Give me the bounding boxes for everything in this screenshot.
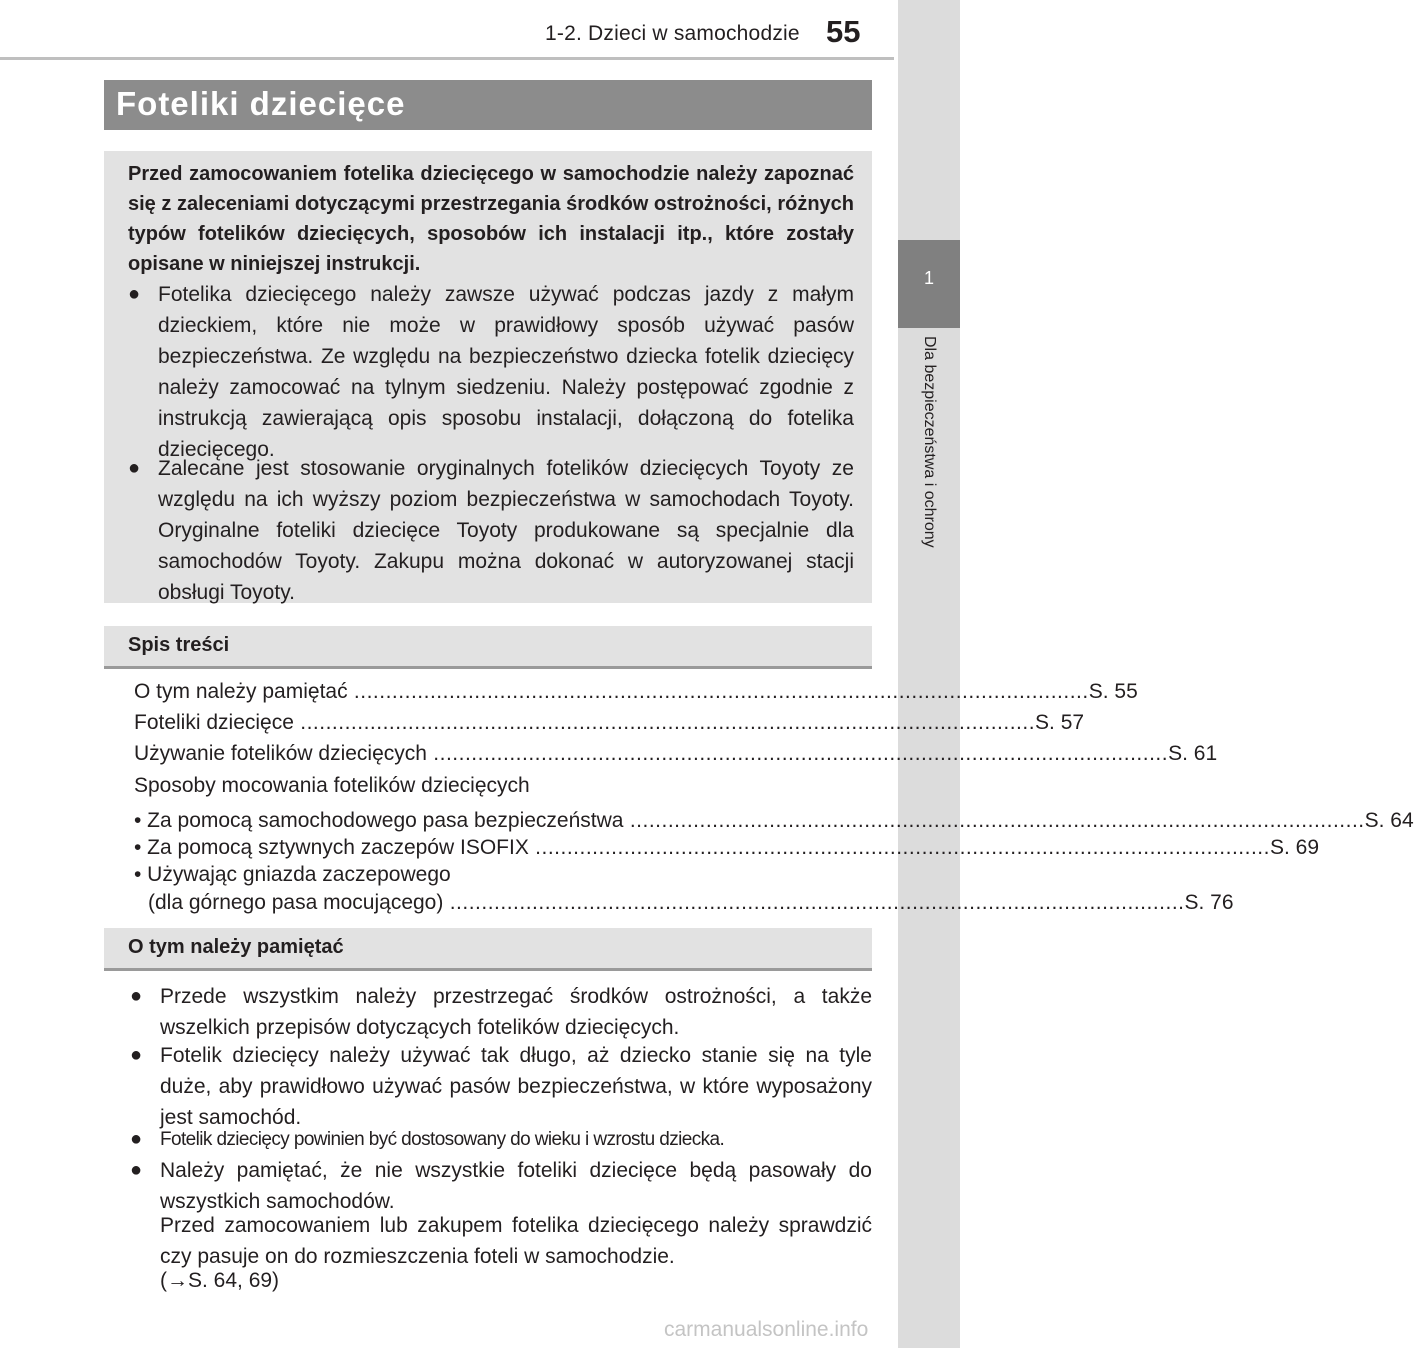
bullet-text: Należy pamiętać, że nie wszystkie foteliki dziecięce będą pasowały do wszystkich samochodów. xyxy=(160,1159,872,1213)
remember-heading: O tym należy pamiętać xyxy=(128,936,344,958)
bullet-icon: ● xyxy=(128,457,141,479)
bullet-text: Fotelik dziecięcy powinien być dostosowany do wieku i wzrostu dziecka. xyxy=(160,1129,725,1150)
toc-group-heading: • Używając gniazda zaczepowego xyxy=(134,863,451,886)
bullet-text: Zalecane jest stosowanie oryginalnych fotelików dziecięcych Toyoty ze względu na ich wyższy poziom bezpieczeństwa w samochodach Toyoty. Oryginalne foteliki dziecięce Toyoty produkowane są specjalnie dla samochodów Toyoty. Zakupu można dokonać w autoryzowanej stacji obsługi Toyoty. xyxy=(158,457,854,604)
chapter-sidebar xyxy=(898,0,960,1348)
toc-entry[interactable] xyxy=(134,739,1218,769)
bullet-icon: ● xyxy=(128,283,141,305)
toc-entry[interactable] xyxy=(134,677,1138,707)
toc-heading: Spis treści xyxy=(128,634,230,656)
page-reference[interactable] xyxy=(160,1265,279,1296)
toc-leader: .................................................................................................................... xyxy=(426,742,1169,765)
watermark: carmanualsonline.info xyxy=(664,1318,869,1341)
toc-entry-text: (dla górnego pasa mocującego) xyxy=(148,891,444,914)
intro-lead: Przed zamocowaniem fotelika dziecięcego w samochodzie należy zapoznać się z zaleceniami dotyczącymi przestrzegania środków ostrożności, różnych typów fotelików dziecięcych, sposobów ich instalacji itp., które zostały opisane w niniejszej instrukcji. xyxy=(128,163,854,275)
section-title-bar xyxy=(104,80,872,130)
chapter-number: 1 xyxy=(923,268,934,288)
toc-entry-text: O tym należy pamiętać xyxy=(134,680,348,703)
bullet-icon: ● xyxy=(130,1159,143,1181)
toc-leader: .................................................................................................................... xyxy=(623,809,1365,832)
bullet-text: Fotelika dziecięcego należy zawsze używać podczas jazdy z małym dzieckiem, które nie może w prawidłowy sposób używać pasów bezpieczeństwa. Ze względu na bezpieczeństwo dziecka fotelik dziecięcy należy zamocować na tylnym siedzeniu. Należy postępować zgodnie z instrukcją zawierającą opis sposobu instalacji, dołączoną do fotelika dziecięcego. xyxy=(158,283,854,461)
bullet-text: Przede wszystkim należy przestrzegać środków ostrożności, a także wszelkich przepisów dotyczących fotelików dziecięcych. xyxy=(160,985,872,1039)
toc-entry-page: S. 76 xyxy=(1184,891,1234,914)
toc-entry[interactable] xyxy=(134,708,1085,738)
note-text: Przed zamocowaniem lub zakupem fotelika dziecięcego należy sprawdzić czy pasuje on do rozmieszczenia foteli w samochodzie. xyxy=(160,1214,872,1268)
running-header: 1-2. Dzieci w samochodzie xyxy=(545,22,800,45)
toc-entry-text: • Za pomocą samochodowego pasa bezpieczeństwa xyxy=(134,809,624,832)
toc-leader: .................................................................................................................... xyxy=(347,680,1089,703)
bullet-icon: ● xyxy=(130,985,143,1007)
toc-entry-text: • Za pomocą sztywnych zaczepów ISOFIX xyxy=(134,836,529,859)
toc-entry-page: S. 55 xyxy=(1088,680,1138,703)
toc-entry-page: S. 61 xyxy=(1168,742,1218,765)
toc-entry-text: Używanie fotelików dziecięcych xyxy=(134,742,427,765)
toc-entry[interactable] xyxy=(134,833,1320,863)
toc-entry-page: S. 64 xyxy=(1364,809,1414,832)
toc-entry[interactable] xyxy=(134,806,1414,836)
chapter-label: Dla bezpieczeństwa i ochrony xyxy=(921,336,938,548)
toc-entry-text: Foteliki dziecięce xyxy=(134,711,294,734)
toc-entry[interactable] xyxy=(134,888,1234,918)
toc-heading-bar xyxy=(104,626,872,669)
bullet-icon: ● xyxy=(130,1128,143,1150)
toc-entry-page: S. 69 xyxy=(1269,836,1320,859)
header-divider xyxy=(0,57,894,60)
bullet-text: Fotelik dziecięcy należy używać tak długo, aż dziecko stanie się na tyle duże, aby prawidłowo używać pasów bezpieczeństwa, w które wyposażony jest samochód. xyxy=(160,1044,872,1129)
page-reference-text: (→S. 64, 69) xyxy=(160,1269,280,1292)
page-title: Foteliki dziecięce xyxy=(116,85,406,122)
page-number: 55 xyxy=(826,14,861,49)
toc-leader: .................................................................................................................... xyxy=(443,891,1185,914)
toc-leader: .................................................................................................................... xyxy=(528,836,1270,859)
bullet-icon: ● xyxy=(130,1044,143,1066)
toc-entry-page: S. 57 xyxy=(1035,711,1085,734)
toc-leader: .................................................................................................................... xyxy=(293,711,1036,734)
intro-box xyxy=(104,151,872,603)
toc-group-heading: Sposoby mocowania fotelików dziecięcych xyxy=(134,774,530,797)
remember-heading-bar xyxy=(104,928,872,971)
